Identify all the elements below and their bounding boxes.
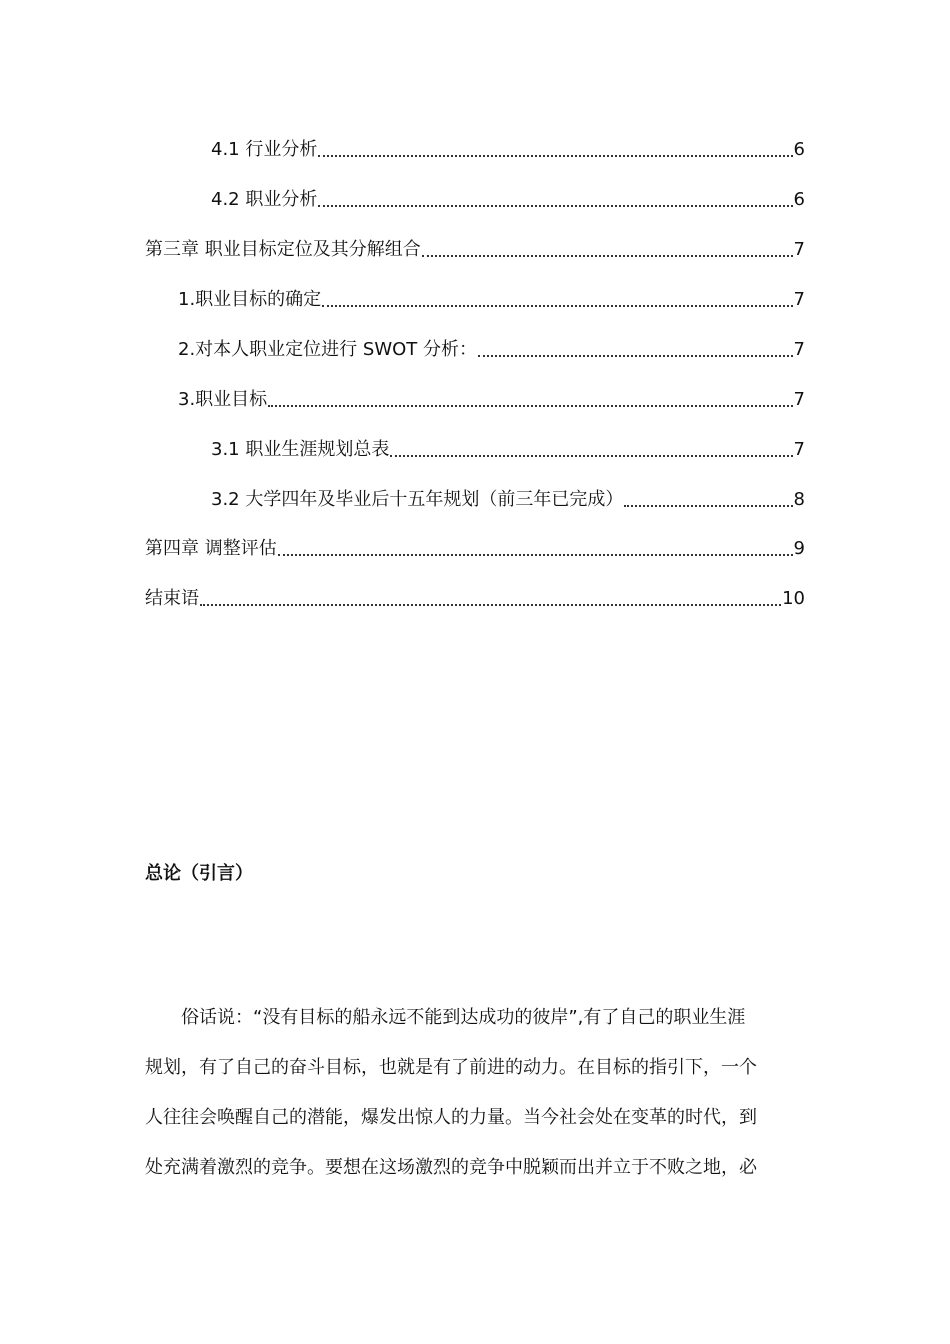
toc-entry-label: 结束语 [145,588,199,609]
toc-entry-page: 10 [782,588,805,609]
paragraph-line: 规划，有了自己的奋斗目标，也就是有了前进的动力。在目标的指引下，一个 [145,1057,757,1078]
toc-entry[interactable] [178,337,805,363]
toc-entry-label: 第三章 职业目标定位及其分解组合 [145,239,421,260]
toc-entry[interactable] [211,137,805,163]
toc-dot-leader [318,155,792,157]
paragraph-line: 处充满着激烈的竞争。要想在这场激烈的竞争中脱颖而出并立于不败之地，必 [145,1157,757,1178]
toc-entry-page: 9 [793,538,805,559]
toc-entry-page: 7 [793,239,805,260]
toc-entry-label: 3.职业目标 [178,389,268,410]
toc-dot-leader [318,205,792,207]
toc-entry[interactable] [211,487,805,513]
toc-dot-leader [278,554,793,556]
toc-entry-page: 7 [793,339,805,360]
intro-paragraph [145,993,805,1193]
toc-entry[interactable] [145,536,805,562]
paragraph-line: 俗话说：“没有目标的船永远不能到达成功的彼岸”,有了自己的职业生涯 [181,1007,746,1028]
toc-entry[interactable] [178,387,805,413]
toc-entry-page: 6 [793,189,805,210]
toc-entry-page: 7 [793,439,805,460]
toc-entry-page: 8 [793,489,805,510]
toc-entry-label: 3.2 大学四年及毕业后十五年规划（前三年已完成） [211,489,624,510]
toc-dot-leader [390,455,792,457]
toc-entry[interactable] [145,237,805,263]
toc-entry-label: 第四章 调整评估 [145,538,277,559]
toc-entry-page: 6 [793,139,805,160]
paragraph-line: 人往往会唤醒自己的潜能，爆发出惊人的力量。当今社会处在变革的时代，到 [145,1107,757,1128]
toc-entry-label: 1.职业目标的确定 [178,289,322,310]
toc-entry[interactable] [211,437,805,463]
toc-dot-leader [422,255,793,257]
toc-dot-leader [624,505,792,507]
toc-entry-label: 2.对本人职业定位进行 SWOT 分析： [178,339,478,360]
toc-entry[interactable] [178,287,805,313]
toc-entry-label: 3.1 职业生涯规划总表 [211,439,390,460]
toc-dot-leader [268,405,792,407]
toc-dot-leader [200,604,781,606]
toc-dot-leader [322,305,792,307]
toc-entry-page: 7 [793,389,805,410]
toc-entry-label: 4.2 职业分析 [211,189,318,210]
section-heading: 总论（引言） [145,863,253,884]
toc-dot-leader [478,355,793,357]
toc-entry[interactable] [211,187,805,213]
toc-entry-page: 7 [793,289,805,310]
toc-entry[interactable] [145,586,805,612]
toc-entry-label: 4.1 行业分析 [211,139,318,160]
